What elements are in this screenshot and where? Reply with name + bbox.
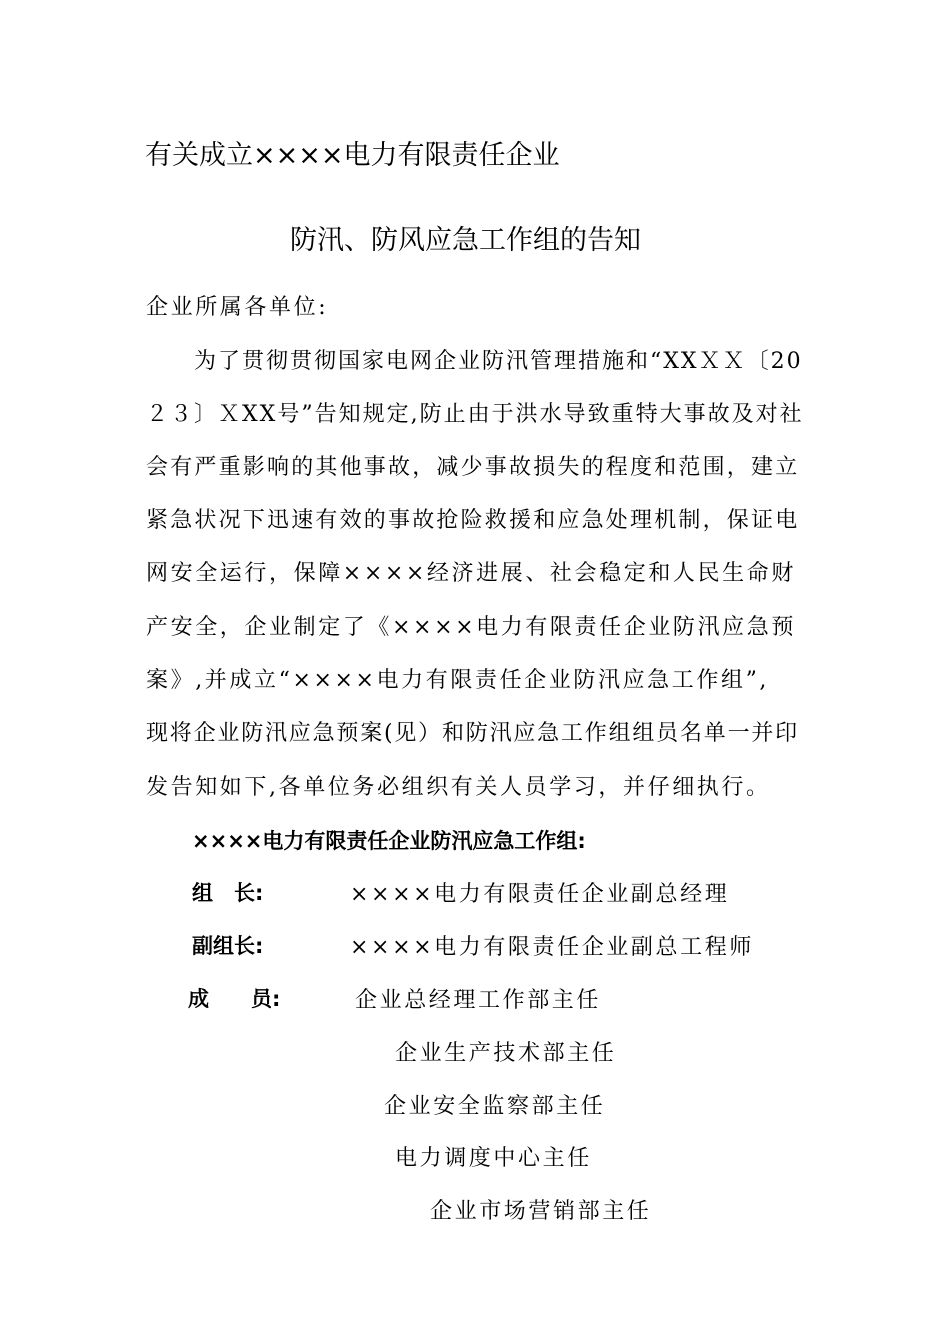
salutation: 企业所属各单位: bbox=[146, 295, 329, 320]
leader-value: ××××电力有限责任企业副总经理 bbox=[350, 882, 730, 907]
group-heading: ××××电力有限责任企业防汛应急工作组: bbox=[192, 829, 586, 853]
members-label: 成 员: bbox=[188, 987, 281, 1011]
title-line-1: 有关成立××××电力有限责任企业 bbox=[145, 140, 560, 171]
paragraph-line: 为了贯彻贯彻国家电网企业防汛管理措施和“XXＸＸ〔20 bbox=[146, 349, 803, 374]
deputy-value: ××××电力有限责任企业副总工程师 bbox=[350, 935, 754, 960]
deputy-label: 副组长: bbox=[192, 934, 264, 958]
paragraph-line: 网安全运行，保障××××经济进展、社会稳定和人民生命财 bbox=[146, 561, 796, 586]
paragraph-line: 现将企业防汛应急预案(见）和防汛应急工作组组员名单一并印 bbox=[146, 721, 799, 746]
member-item: 企业市场营销部主任 bbox=[430, 1199, 652, 1224]
member-item: 企业生产技术部主任 bbox=[395, 1041, 617, 1066]
paragraph-line: 发告知如下,各单位务必组织有关人员学习，并仔细执行。 bbox=[146, 775, 771, 800]
member-item: 电力调度中心主任 bbox=[395, 1146, 592, 1171]
title-line-2: 防汛、防风应急工作组的告知 bbox=[290, 225, 641, 256]
paragraph-line: ２３〕ＸXX号”告知规定,防止由于洪水导致重特大事故及对社 bbox=[146, 402, 804, 427]
member-item: 企业安全监察部主任 bbox=[384, 1094, 606, 1119]
paragraph-line: 会有严重影响的其他事故，减少事故损失的程度和范围，建立 bbox=[146, 455, 800, 480]
leader-label: 组 长: bbox=[192, 881, 264, 905]
paragraph-line: 紧急状况下迅速有效的事故抢险救援和应急处理机制，保证电 bbox=[146, 508, 800, 533]
paragraph-line: 案》,并成立“××××电力有限责任企业防汛应急工作组”, bbox=[146, 668, 770, 693]
paragraph-line: 产安全，企业制定了《××××电力有限责任企业防汛应急预 bbox=[146, 615, 796, 640]
member-item: 企业总经理工作部主任 bbox=[355, 988, 602, 1013]
